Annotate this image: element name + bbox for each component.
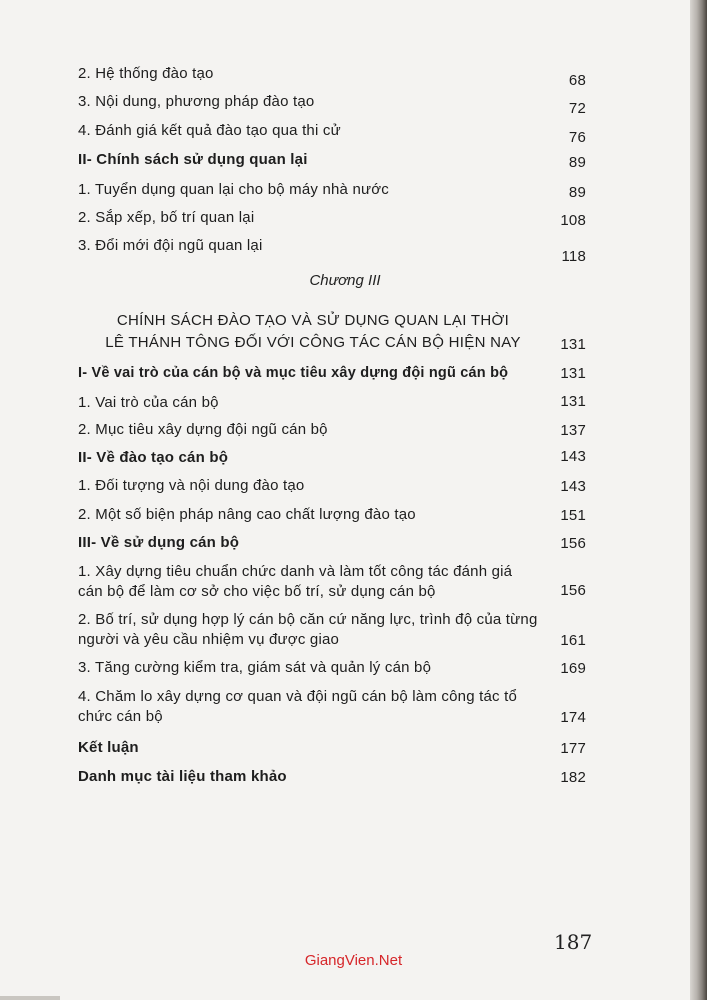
toc-section [78,738,586,760]
toc-section [78,150,586,174]
toc-entry-page: 151 [560,507,586,524]
toc-entry-page: 174 [560,709,586,726]
toc-section-page: 156 [560,535,586,552]
toc-entry-title: 2. Bố trí, sử dụng hợp lý cán bộ căn cứ năng lực, trình độ của từng người và yêu cầu nhiệm vụ được giao [78,611,538,648]
toc-entry-title: 4. Đánh giá kết quả đào tạo qua thi cử [78,122,341,139]
toc-section-page: 143 [560,448,586,465]
toc-section [78,448,586,470]
toc-entry-page: 169 [560,660,586,677]
toc-entry [78,92,586,116]
toc-entry-title: 3. Tăng cường kiểm tra, giám sát và quản lý cán bộ [78,659,432,676]
toc-section-page: 89 [568,154,586,171]
page-edge [690,0,707,1000]
toc-entry [78,505,586,527]
toc-entry [78,562,586,606]
toc-section-page: 177 [560,740,586,757]
toc-entry-page: 89 [568,184,586,201]
page-number: 187 [554,930,593,954]
toc-section-title: II- Chính sách sử dụng quan lại [78,151,308,168]
toc-entry-title: 2. Một số biện pháp nâng cao chất lượng đào tạo [78,506,416,523]
toc-entry [78,64,586,88]
chapter-page-row [78,336,586,356]
toc-entry-page: 72 [568,100,586,117]
toc-entry-page: 76 [568,129,586,146]
toc-entry-title: 3. Đổi mới đội ngũ quan lại [78,237,263,254]
toc-section-title: II- Về đào tạo cán bộ [78,449,229,466]
toc-entry [78,658,586,680]
toc-entry-page: 161 [560,632,586,649]
toc-entry-page: 137 [560,422,586,439]
toc-section-page: 182 [560,769,586,786]
toc-entry-page: 118 [561,248,586,265]
toc-entry-page: 156 [560,582,586,599]
toc-entry [78,476,586,498]
toc-entry [78,180,586,204]
toc-section [78,363,586,385]
toc-entry [78,208,586,232]
toc-section-title: I- Về vai trò của cán bộ và mục tiêu xây dựng đội ngũ cán bộ [78,365,509,381]
toc-entry-title: 4. Chăm lo xây dựng cơ quan và đội ngũ cán bộ làm công tác tổ chức cán bộ [78,688,517,725]
chapter-title-line1: CHÍNH SÁCH ĐÀO TẠO VÀ SỬ DỤNG QUAN LẠI THỜI [116,312,510,329]
toc-entry-page: 143 [560,478,586,495]
toc-entry-title: 2. Sắp xếp, bố trí quan lại [78,209,255,226]
toc-entry-title: 1. Vai trò của cán bộ [78,394,219,411]
toc-entry-title: 3. Nội dung, phương pháp đào tạo [78,93,315,110]
toc-entry-page: 131 [560,393,586,410]
toc-entry-title: 1. Tuyển dụng quan lại cho bộ máy nhà nước [78,181,389,198]
toc-section-title: Danh mục tài liệu tham khảo [78,768,287,785]
toc-section-title: III- Về sử dụng cán bộ [78,534,240,551]
toc-entry-title: 2. Mục tiêu xây dựng đội ngũ cán bộ [78,421,328,438]
toc-entry [78,687,586,731]
toc-entry [78,610,586,654]
watermark: GiangVien.Net [304,952,403,969]
chapter-page: 131 [560,336,586,353]
toc-entry [78,236,586,265]
toc-entry [78,393,586,415]
toc-entry-title: 2. Hệ thống đào tạo [78,65,214,82]
chapter-title-line2: LÊ THÁNH TÔNG ĐỐI VỚI CÔNG TÁC CÁN BỘ HIỆN NAY [105,334,521,351]
toc-section-page: 131 [560,365,586,382]
toc-section [78,533,586,555]
toc-entry-title: 1. Xây dựng tiêu chuẩn chức danh và làm tốt công tác đánh giá cán bộ để làm cơ sở cho việc bố trí, sử dụng cán bộ [78,563,513,600]
toc-entry-page: 68 [568,72,586,89]
toc-entry [78,420,586,442]
toc-entry [78,121,586,145]
toc-section [78,767,586,789]
toc-section-title: Kết luận [78,739,139,756]
chapter-label: Chương III [309,272,381,289]
toc-entry-title: 1. Đối tượng và nội dung đào tạo [78,477,305,494]
toc-entry-page: 108 [560,212,586,229]
